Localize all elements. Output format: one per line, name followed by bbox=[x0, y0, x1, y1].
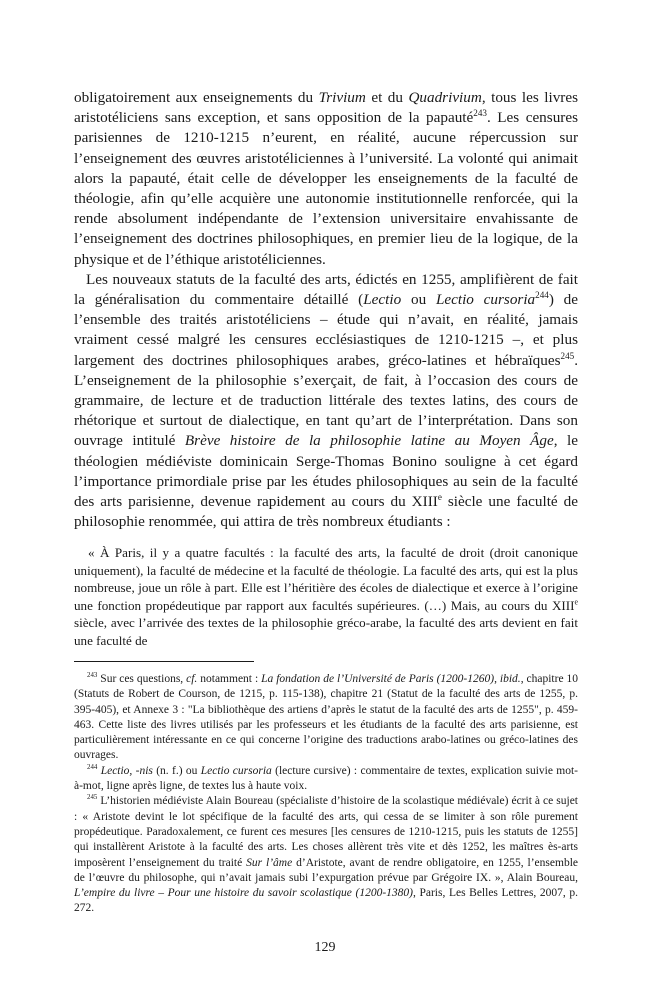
footnote-ref-244[interactable]: 244 bbox=[535, 289, 549, 300]
paragraph-1: obligatoirement aux enseignements du Trivium et du Quadrivium, tous les livres aristotéliciens sans exception, et sans opposition de la papauté$^{243}$. Les censures parisiennes de 1210-1215 n’eurent, en réalité, aucune répercussion sur l’enseignement des œuvres aristotéliciennes à l’université. La volonté qui animait alors la papauté, était celle de développer les enseignements de la faculté de théologie, afin qu’elle acquière une autonomie institutionnelle renforcée, qui la rende absolument indépendante de l’extension universitaire envahissante de l’enseignement des doctrines philosophiques, en premier lieu de la logique, de la physique et de l’éthique aristotéliciennes. bbox=[74, 89, 578, 268]
page-number: 129 bbox=[314, 940, 336, 955]
footnotes bbox=[74, 672, 578, 917]
paragraph-2: Les nouveaux statuts de la faculté des arts, édictés en 1255, amplifièrent de fait la généralisation du commentaire détaillé (Lectio ou Lectio cursoria$^{244}$) de l’ensemble des traités aristotéliciens – étude qui n’avait, en réalité, jamais vraiment cessé malgré les censures ecclésiastiques de 1210-1215 –, et plus largement des doctrines philosophiques arabes, gréco-latines et hébraïques$^{245}$. L’enseignement de la philosophie s’exerçait, de fait, à l’occasion des cours de grammaire, de lecture et de traduction littérale des textes latins, des cours de rhétorique et surtout de dialectique, en tant qu’art de l’interprétation. Dans son ouvrage intitulé Brève histoire de la philosophie latine au Moyen Âge, le théologien médiéviste dominicain Serge-Thomas Bonino souligne à cet égard l’importance primordiale prise par les études philosophiques au sein de la faculté des arts parisienne, devenue rapidement au cours du XIIIe siècle une faculté de philosophie renommée, qui attira de très nombreux étudiants : bbox=[74, 270, 578, 531]
page-body bbox=[74, 88, 578, 649]
quote-text: « À Paris, il y a quatre facultés : la faculté des arts, la faculté de droit (droit canonique uniquement), la faculté de médecine et la faculté de théologie. La faculté des arts, qui est la plus nombreuse, joue un rôle à part. Elle est l’héritière des écoles de dialectique et exerce à l’origine une fonction propédeutique par rapport aux facultés supérieures. (…) Mais, au cours du XIIIe siècle, avec l’arrivée des textes de la philosophie gréco-arabe, la faculté des arts devient en fait une faculté de bbox=[74, 545, 578, 648]
footnote-ref-245[interactable]: 245 bbox=[560, 350, 575, 361]
main-text bbox=[74, 88, 578, 532]
footnote-separator bbox=[74, 661, 254, 662]
footnote-ref-243[interactable]: 243 bbox=[473, 108, 487, 119]
footnote-244: $^{244}$ Lectio, -nis (n. f.) ou Lectio cursoria (lecture cursive) : commentaire de textes, explication suivie mot-à-mot, ligne après ligne, de textes lus à haute voix. bbox=[74, 763, 578, 793]
footnote-243: $^{243}$ Sur ces questions, cf. notamment : La fondation de l’Université de Paris (1200-1260), ibid., chapitre 10 (Statuts de Robert de Courson, de 1215, p. 115-138), chapitre 21 (Statut de la faculté des arts de 1255, p. 395-405), et Annexe 3 : "La bibliothèque des artiens d’après le statut de la faculté des arts de 1255", p. 459-463. Cette liste des livres utilisés par les professeurs et les étudiants de la faculté des arts parisienne, est particulièrement intéressante en ce qui concerne l’origine des traductions arabo-latines ou gréco-latines des ouvrages. bbox=[74, 672, 578, 762]
footnote-245: $^{245}$ L’historien médiéviste Alain Boureau (spécialiste d’histoire de la scolastique médiévale) écrit à ce sujet : « Aristote devint le lot spécifique de la faculté des arts, qui cessa de se limiter à son rôle purement propédeutique. Paradoxalement, ce furent ces mesures [les censures de 1210-1215, puis les statuts de 1255] qui installèrent Aristote à la faculté des arts. Les choses allèrent très vite et dès 1252, les maîtres ès-arts imposèrent l’enseignement du traité Sur l’âme d’Aristote, avant de rendre obligatoire, en 1255, l’ensemble de l’œuvre du philosophe, qui n’avait jamais subi l’expurgation prévue par Grégoire IX. », Alain Boureau, L’empire du livre – Pour une histoire du savoir scolastique (1200-1380), Paris, Les Belles Lettres, 2007, p. 272. bbox=[74, 794, 578, 915]
block-quote bbox=[74, 544, 578, 649]
